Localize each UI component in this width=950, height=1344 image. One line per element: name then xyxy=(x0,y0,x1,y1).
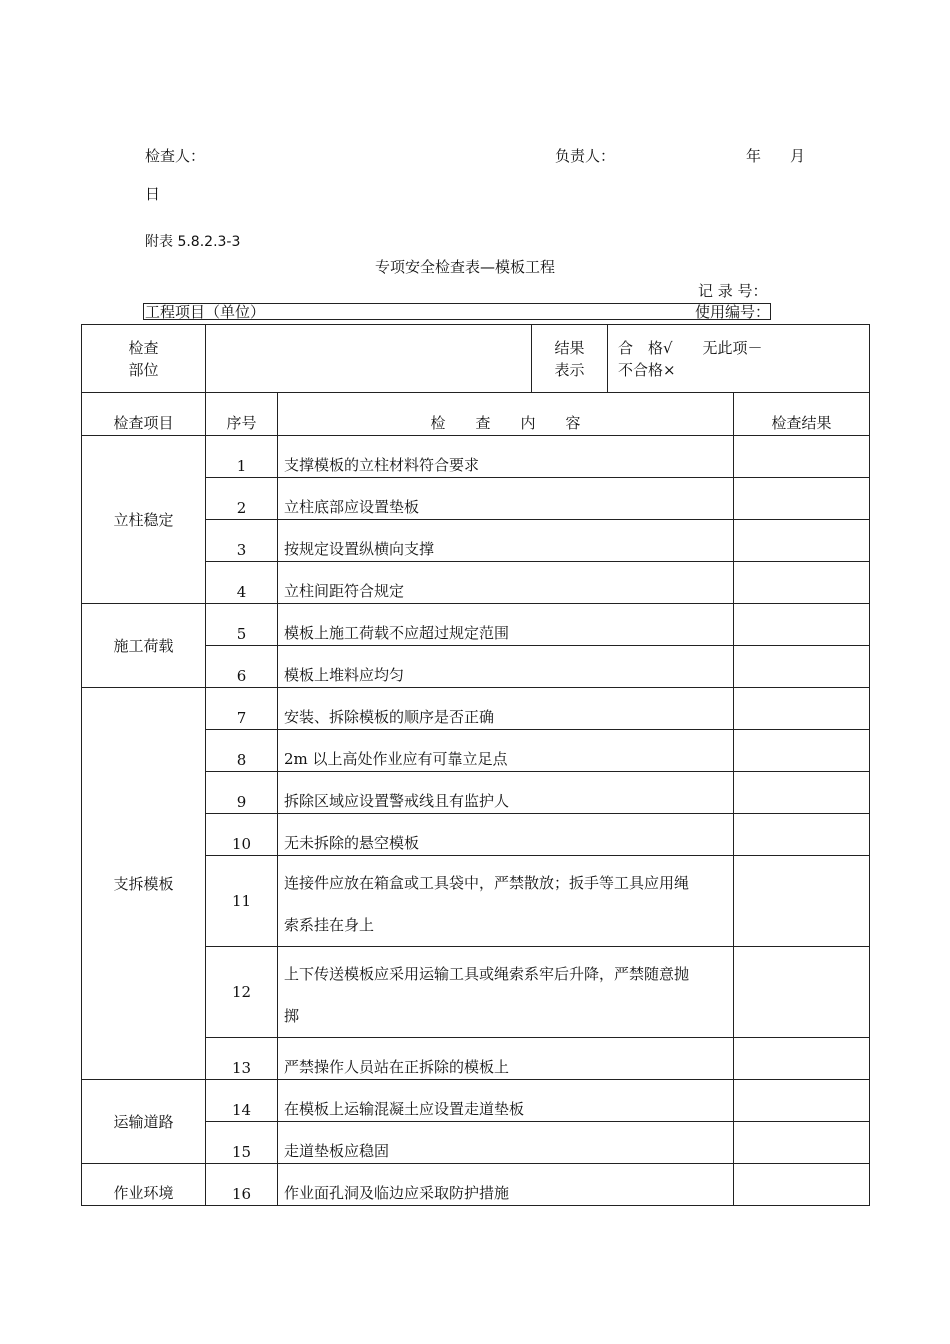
result-label-line2: 表示 xyxy=(554,360,585,379)
seq-cell: 7 xyxy=(206,688,278,730)
seq-cell: 14 xyxy=(206,1080,278,1122)
record-no-label: 记 录 号： xyxy=(698,282,768,300)
content-cell: 模板上堆料应均匀 xyxy=(278,646,734,688)
check-part-line2: 部位 xyxy=(128,360,159,379)
seq-cell: 10 xyxy=(206,814,278,856)
content-cell: 按规定设置纵横向支撑 xyxy=(278,520,734,562)
table-row xyxy=(82,1164,870,1206)
seq-cell: 12 xyxy=(206,947,278,1038)
content-cell xyxy=(278,856,734,947)
check-part-line1: 检查 xyxy=(128,338,159,357)
content-cell: 2m 以上高处作业应有可靠立足点 xyxy=(278,730,734,772)
result-cell[interactable] xyxy=(734,814,870,856)
project-label: 工程项目（单位） xyxy=(145,303,266,321)
header-info-row xyxy=(82,325,870,393)
col-result-header: 检查结果 xyxy=(734,393,870,436)
column-header-row xyxy=(82,393,870,436)
seq-cell: 13 xyxy=(206,1038,278,1080)
result-cell[interactable] xyxy=(734,772,870,814)
content-cell: 立柱间距符合规定 xyxy=(278,562,734,604)
month-label: 月 xyxy=(790,147,806,165)
legend-line1: 合 格√ 无此项－ xyxy=(618,338,763,357)
group-name-cell: 立柱稳定 xyxy=(82,436,206,604)
result-cell[interactable] xyxy=(734,1122,870,1164)
check-part-value[interactable] xyxy=(206,325,532,393)
content-cell: 严禁操作人员站在正拆除的模板上 xyxy=(278,1038,734,1080)
result-label-line1: 结果 xyxy=(554,338,585,357)
content-cell: 安装、拆除模板的顺序是否正确 xyxy=(278,688,734,730)
seq-cell: 11 xyxy=(206,856,278,947)
responsible-label: 负责人： xyxy=(555,147,616,165)
result-cell[interactable] xyxy=(734,562,870,604)
result-cell[interactable] xyxy=(734,478,870,520)
content-cell: 走道垫板应稳固 xyxy=(278,1122,734,1164)
content-cell xyxy=(278,947,734,1038)
col-content-header: 检 查 内 容 xyxy=(278,393,734,436)
seq-cell: 3 xyxy=(206,520,278,562)
group-name-cell: 施工荷载 xyxy=(82,604,206,688)
content-line1: 连接件应放在箱盒或工具袋中，严禁散放；扳手等工具应用绳 xyxy=(284,874,690,892)
col-seq-header: 序号 xyxy=(206,393,278,436)
usage-no-label: 使用编号： xyxy=(695,303,771,321)
content-cell: 模板上施工荷载不应超过规定范围 xyxy=(278,604,734,646)
content-line2: 索系挂在身上 xyxy=(284,916,375,934)
col-item-header: 检查项目 xyxy=(82,393,206,436)
inspection-table xyxy=(81,324,870,1206)
result-cell[interactable] xyxy=(734,856,870,947)
seq-cell: 6 xyxy=(206,646,278,688)
table-row xyxy=(82,1080,870,1122)
result-label-cell xyxy=(532,325,608,393)
seq-cell: 1 xyxy=(206,436,278,478)
legend-line2: 不合格× xyxy=(618,360,676,379)
year-label: 年 xyxy=(746,147,762,165)
seq-cell: 16 xyxy=(206,1164,278,1206)
result-cell[interactable] xyxy=(734,947,870,1038)
result-cell[interactable] xyxy=(734,730,870,772)
result-legend-cell xyxy=(608,325,870,393)
seq-cell: 15 xyxy=(206,1122,278,1164)
content-cell: 支撑模板的立柱材料符合要求 xyxy=(278,436,734,478)
table-row xyxy=(82,604,870,646)
seq-cell: 5 xyxy=(206,604,278,646)
group-name-cell: 作业环境 xyxy=(82,1164,206,1206)
form-title: 专项安全检查表—模板工程 xyxy=(375,258,556,276)
content-cell: 拆除区域应设置警戒线且有监护人 xyxy=(278,772,734,814)
seq-cell: 4 xyxy=(206,562,278,604)
table-row xyxy=(82,688,870,730)
inspector-label: 检查人： xyxy=(145,147,206,165)
content-cell: 在模板上运输混凝土应设置走道垫板 xyxy=(278,1080,734,1122)
group-name-cell: 支拆模板 xyxy=(82,688,206,1080)
content-cell: 无未拆除的悬空模板 xyxy=(278,814,734,856)
result-cell[interactable] xyxy=(734,1080,870,1122)
seq-cell: 8 xyxy=(206,730,278,772)
content-line2: 掷 xyxy=(284,1007,300,1025)
content-line1: 上下传送模板应采用运输工具或绳索系牢后升降，严禁随意抛 xyxy=(284,965,690,983)
result-cell[interactable] xyxy=(734,646,870,688)
content-cell: 作业面孔洞及临边应采取防护措施 xyxy=(278,1164,734,1206)
group-name-cell: 运输道路 xyxy=(82,1080,206,1164)
table-row xyxy=(82,436,870,478)
result-cell[interactable] xyxy=(734,436,870,478)
result-cell[interactable] xyxy=(734,688,870,730)
result-cell[interactable] xyxy=(734,1164,870,1206)
form-code: 附表 5.8.2.3-3 xyxy=(145,234,241,250)
content-cell: 立柱底部应设置垫板 xyxy=(278,478,734,520)
seq-cell: 9 xyxy=(206,772,278,814)
result-cell[interactable] xyxy=(734,1038,870,1080)
result-cell[interactable] xyxy=(734,520,870,562)
check-part-cell xyxy=(82,325,206,393)
seq-cell: 2 xyxy=(206,478,278,520)
result-cell[interactable] xyxy=(734,604,870,646)
day-label: 日 xyxy=(145,185,161,203)
